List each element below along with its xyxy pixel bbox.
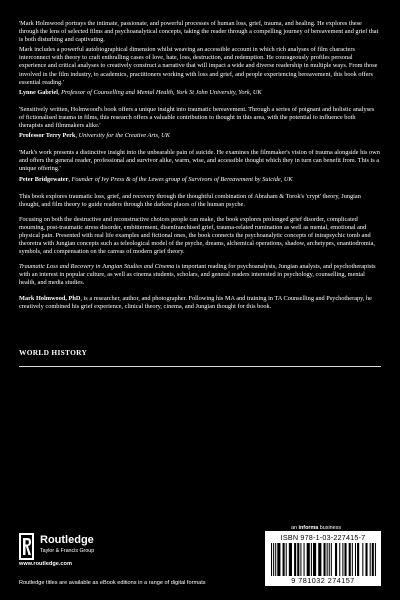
barcode-bar xyxy=(297,543,299,576)
barcode-bar xyxy=(370,543,371,576)
barcode-bar xyxy=(342,543,343,576)
barcode-bar xyxy=(331,543,332,576)
publisher-url[interactable]: www.routledge.com xyxy=(19,561,72,567)
cover-text xyxy=(19,20,381,318)
publisher-name: Routledge xyxy=(40,534,94,546)
isbn-label: ISBN 978-1-03-227415-7 xyxy=(280,533,366,542)
audience-paragraph xyxy=(19,263,381,287)
barcode-bar xyxy=(339,543,340,576)
barcode-bar xyxy=(294,543,296,576)
audience-text: is important reading for psychoanalysts, Jungian analysts, and psychotherapists with an interest in popular culture, as well as cinema students, scholars, and general readers interested in psychology, counselling, mental health, and media studies. xyxy=(19,263,376,287)
barcode-bar xyxy=(335,543,337,576)
barcode-bar xyxy=(318,543,321,576)
routledge-logo-icon xyxy=(19,533,34,560)
barcode-bar xyxy=(277,543,280,576)
barcode-bar xyxy=(273,543,274,576)
barcode-bar xyxy=(372,543,374,576)
review-quote: 'Sensitively written, Holmwood's book offers a unique insight into traumatic bereavement. Through a series of poignant and holistic analyses of fictionalised trauma in films, this research offers a valuable contribution to thought in this area, with the potential to influence both therapists and filmmakers alike.' xyxy=(19,105,375,130)
barcode-bar xyxy=(271,543,272,576)
barcode-bar xyxy=(323,543,325,576)
review-attribution: Peter Bridgewater, Founder of Ivy Press & of the Lewes group of Survivors of Bereavement by Suicide, UK xyxy=(19,175,293,183)
review-attribution: Professor Terry Perk, University for the Creative Arts, UK xyxy=(19,132,170,140)
barcode-digits: 9 781032 274157 xyxy=(291,576,355,585)
publisher-logo xyxy=(19,531,119,565)
barcode-bar xyxy=(352,543,353,576)
barcode-bar xyxy=(304,543,305,576)
barcode-bar xyxy=(329,543,330,576)
book-title: Traumatic Loss and Recovery in Jungian Studies and Cinema xyxy=(19,263,175,271)
reviewer-name: Professor Terry Perk xyxy=(19,132,76,140)
book-summary: This book explores traumatic loss, grief, and recovery through the thoughtful combination of Abraham & Torok's 'crypt' theory, Jungian thought, and film theory to guide readers through the darkest places of the human psyche. xyxy=(19,192,361,208)
review-quote: 'Mark's work presents a distinctive insight into the unbearable pain of suicide. He examines the filmmaker's vision of trauma alongside his own and offers the general reader, professional and survivor alike, warm, wise, and accessible thought which they in turn can benefit from. This is a unique offering.' xyxy=(19,149,380,173)
reviewer-name: Peter Bridgewater xyxy=(19,175,69,183)
review-quote-continued: Mark includes a powerful autobiographical dimension whilst weaving an accessible account in which rich analyses of film characters interconnect with theory to craft enthralling cases of love, hate, loss, destruction, and redemption. He courageously profiles personal experience and critical analyses to creatively construct a narrative that will impact a wide and diverse readership in multiple ways. From those involved in the film industry, to academics, practitioners working with loss and grief, and people experiencing bereavement, this book offers essential reading.' xyxy=(19,46,378,86)
reviewer-affiliation: University for the Creative Arts, UK xyxy=(78,132,170,140)
reviewer-affiliation: Professor of Counselling and Mental Health, York St John University, York, UK xyxy=(61,88,262,96)
book-description: Focusing on both the destructive and reconstructive choices people can make, the book explores prolonged grief disorder, complicated mourning, post-traumatic stress disorder, embitterment, disenfranchised grief, trauma-related rumination as well as mental, emotional and physical pain. Presented with real life examples and fictional ones, the book connects the psychoanalytic concepts of intrapsychic tomb and theoretra with Jungian concepts such as teleological model of the psyche, dreams, alchemical operations, shadow, archetypes, enantiodromia, symbols, and compensation on the canvas of modern grief theory. xyxy=(19,215,375,256)
author-name: Mark Holmwood, PhD xyxy=(19,294,81,302)
barcode-bar xyxy=(275,543,276,576)
brand-suffix: business xyxy=(318,525,342,531)
barcode-bar xyxy=(283,543,285,576)
barcode-bar xyxy=(327,543,328,576)
barcode-bar xyxy=(362,543,363,576)
barcode-bar xyxy=(307,543,310,576)
barcode-bar xyxy=(311,543,312,576)
barcode-bar xyxy=(300,543,301,576)
barcode-bar xyxy=(365,543,367,576)
author-bio-text: , is a researcher, author, and photographer. Following his MA and training in TA Counselling and Psychotherapy, he creatively combined his grief experience, clinical theory, cinema, and Jungian thought for this book. xyxy=(19,294,372,310)
barcode xyxy=(271,543,377,576)
author-bio xyxy=(19,295,381,311)
ebook-note: Routledge titles are available as eBook editions in a range of digital formats xyxy=(19,580,206,586)
brand-prefix: an xyxy=(291,525,299,531)
publisher-group: Taylor & Francis Group xyxy=(40,548,95,554)
barcode-bar xyxy=(357,543,359,576)
divider xyxy=(19,366,381,367)
barcode-bar xyxy=(313,543,316,576)
barcode-bar xyxy=(289,543,292,576)
reviewer-name: Lynne Gabriel xyxy=(19,88,59,96)
isbn-barcode-box xyxy=(265,531,381,586)
barcode-bar xyxy=(286,543,287,576)
barcode-bar xyxy=(349,543,351,576)
reviewer-affiliation: Founder of Ivy Press & of the Lewes group of Survivors of Bereavement by Suicide, UK xyxy=(71,175,293,183)
subject-category: WORLD HISTORY xyxy=(19,348,88,357)
review-attribution: Lynne Gabriel, Professor of Counselling and Mental Health, York St John University, York, UK xyxy=(19,88,262,96)
brand-name: informa xyxy=(298,525,319,531)
barcode-bar xyxy=(344,543,346,576)
barcode-bar xyxy=(375,543,376,576)
review-quote: 'Mark Holmwood portrays the intimate, passionate, and powerful processes of human loss, grief, trauma, and healing. He explores these through the lens of selected films and psychoanalytical concepts, taking the reader through a compelling journey of bereavement and grief that is both disturbing and captivating. xyxy=(19,20,379,44)
barcode-bar xyxy=(355,543,356,576)
